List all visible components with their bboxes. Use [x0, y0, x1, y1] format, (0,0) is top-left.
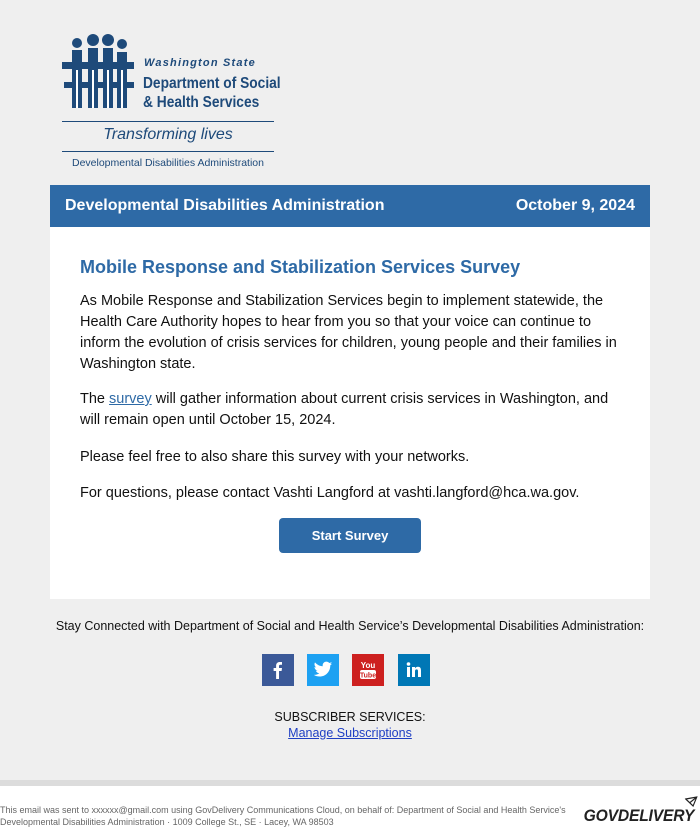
start-survey-button[interactable]: Start Survey — [279, 518, 421, 553]
paragraph-share: Please feel free to also share this survey with your networks. — [80, 449, 470, 465]
dshs-figures-icon — [60, 34, 140, 114]
paragraph-contact: For questions, please contact Vashti Langford at vashti.langford@hca.wa.gov. — [80, 485, 580, 501]
paragraph-text: The — [80, 391, 110, 407]
logo-subline: Developmental Disabilities Administration — [71, 157, 264, 169]
logo-dept-line2: & Health Services — [143, 94, 260, 111]
govdelivery-brand: GOVDELIVERY — [583, 806, 694, 825]
govdelivery-logo — [583, 806, 694, 826]
footer — [0, 780, 700, 836]
youtube-icon[interactable] — [352, 654, 384, 686]
dshs-logo — [60, 34, 281, 172]
content-card — [50, 227, 650, 599]
footer-text: This email was sent to xxxxxx@gmail.com using GovDelivery Communications Cloud, on behalf of: Department of Social and Health Service's Developmental Disabilities Administration · 1009 College St., SE · Lacey, WA 98503 — [0, 805, 566, 827]
subscriber-services-label: SUBSCRIBER SERVICES: — [274, 710, 426, 724]
survey-link[interactable]: survey — [109, 391, 152, 407]
manage-subscriptions — [0, 726, 700, 740]
svg-text:Tube: Tube — [359, 672, 377, 680]
paragraph-survey — [80, 389, 625, 431]
logo-dept-line1: Department of Social — [143, 75, 281, 92]
logo-divider — [62, 121, 274, 122]
manage-subscriptions-link[interactable]: Manage Subscriptions — [288, 726, 412, 740]
logo-divider — [62, 151, 274, 152]
paragraph-text: will gather information about current crisis services in Washington, and will remain open until October 15, 2024. — [80, 391, 609, 428]
twitter-icon[interactable] — [307, 654, 339, 686]
svg-text:You: You — [360, 661, 376, 670]
linkedin-icon[interactable] — [398, 654, 430, 686]
logo-state: Washington State — [144, 57, 256, 69]
banner-title: Developmental Disabilities Administration — [65, 197, 385, 214]
envelope-icon — [685, 796, 698, 808]
logo-tagline: Transforming lives — [103, 126, 233, 143]
paragraph-intro: As Mobile Response and Stabilization Services begin to implement statewide, the Health Care Authority hopes to hear from you so that your voice can continue to inform the evolution of crisis services for children, young people and their families in Washington state. — [80, 293, 617, 372]
article-title: Mobile Response and Stabilization Services Survey — [80, 257, 521, 277]
banner-date: October 9, 2024 — [515, 197, 635, 214]
facebook-icon[interactable] — [262, 654, 294, 686]
header-banner — [50, 185, 650, 227]
stay-connected-text: Stay Connected with Department of Social and Health Service’s Developmental Disabilities Administration: — [55, 619, 645, 633]
